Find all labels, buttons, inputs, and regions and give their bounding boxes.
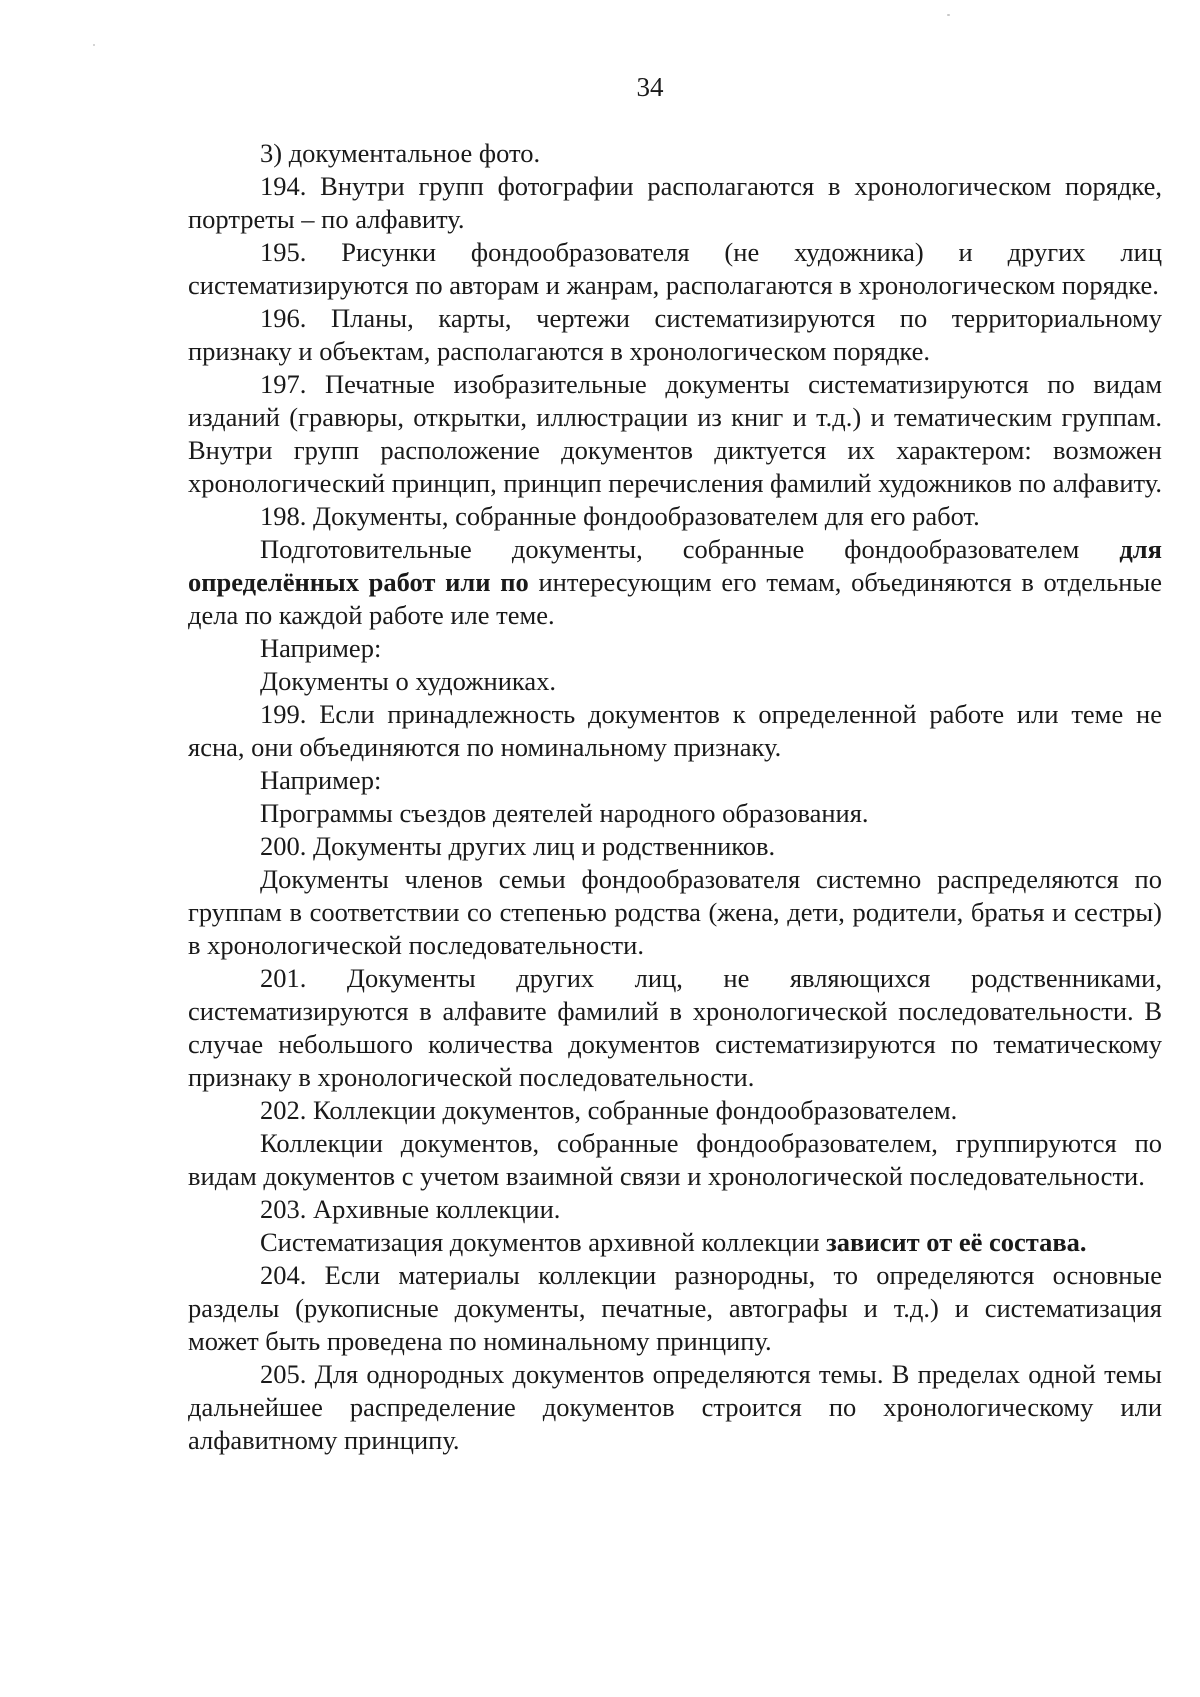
text-run: 196. Планы, карты, чертежи систематизируются по территориальному признаку и объектам, располагаются в хронологическом порядке.: [188, 303, 1162, 366]
paragraph: [188, 170, 1162, 236]
text-run: Подготовительные документы, собранные фондообразователем: [260, 534, 1120, 564]
paragraph: [188, 533, 1162, 632]
text-run: 197. Печатные изобразительные документы систематизируются по видам изданий (гравюры, открытки, иллюстрации из книг и т.д.) и тематическим группам. Внутри групп расположение документов диктуется их характером: возможен хронологический принцип, принцип перечисления фамилий художников по алфавиту.: [188, 369, 1162, 498]
page-number: 34: [636, 72, 664, 102]
paragraph: [188, 962, 1162, 1094]
text-run: 199. Если принадлежность документов к определенной работе или теме не ясна, они объединяются по номинальному признаку.: [188, 699, 1162, 762]
paragraph: [188, 1259, 1162, 1358]
text-run: Программы съездов деятелей народного образования.: [260, 798, 869, 828]
paragraph: [188, 368, 1162, 500]
paragraph: [188, 1193, 1162, 1226]
text-run: Коллекции документов, собранные фондообразователем, группируются по видам документов с учетом взаимной связи и хронологической последовательности.: [188, 1128, 1162, 1191]
text-run: 203. Архивные коллекции.: [260, 1194, 561, 1224]
text-run: Документы членов семьи фондообразователя системно распределяются по группам в соответствии со степенью родства (жена, дети, родители, братья и сестры) в хронологической последовательности.: [188, 864, 1162, 960]
scan-speck: [93, 44, 95, 46]
paragraph: [188, 764, 1162, 797]
text-run: 3) документальное фото.: [260, 138, 541, 168]
paragraph: [188, 665, 1162, 698]
scan-speck: [947, 14, 950, 16]
document-body: [188, 137, 1162, 1457]
paragraph: [188, 1127, 1162, 1193]
paragraph: [188, 698, 1162, 764]
text-run: 195. Рисунки фондообразователя (не художника) и других лиц систематизируются по авторам и жанрам, располагаются в хронологическом порядке.: [188, 237, 1162, 300]
paragraph: [188, 500, 1162, 533]
paragraph: [188, 1094, 1162, 1127]
paragraph: [188, 830, 1162, 863]
bold-text-run: зависит от её состава.: [826, 1227, 1087, 1257]
paragraph: [188, 863, 1162, 962]
paragraph: [188, 137, 1162, 170]
paragraph: [188, 797, 1162, 830]
text-run: 205. Для однородных документов определяются темы. В пределах одной темы дальнейшее распределение документов строится по хронологическому или алфавитному принципу.: [188, 1359, 1162, 1455]
text-run: 194. Внутри групп фотографии располагаются в хронологическом порядке, портреты – по алфавиту.: [188, 171, 1162, 234]
text-run: 200. Документы других лиц и родственников.: [260, 831, 776, 861]
paragraph: [188, 302, 1162, 368]
text-run: 202. Коллекции документов, собранные фондообразователем.: [260, 1095, 958, 1125]
paragraph: [188, 632, 1162, 665]
text-run: 204. Если материалы коллекции разнородны, то определяются основные разделы (рукописные документы, печатные, автографы и т.д.) и систематизация может быть проведена по номинальному принципу.: [188, 1260, 1162, 1356]
bold-text-run: для определённых работ или по: [188, 534, 1162, 597]
text-run: Документы о художниках.: [260, 666, 557, 696]
text-run: 198. Документы, собранные фондообразователем для его работ.: [260, 501, 980, 531]
paragraph: [188, 1358, 1162, 1457]
text-run: интересующим его темам, объединяются в отдельные дела по каждой работе иле теме.: [188, 567, 1162, 630]
paragraph: [188, 236, 1162, 302]
text-run: Например:: [260, 765, 382, 795]
paragraph: [188, 1226, 1162, 1259]
text-run: Например:: [260, 633, 382, 663]
text-run: 201. Документы других лиц, не являющихся родственниками, систематизируются в алфавите фамилий в хронологической последовательности. В случае небольшого количества документов систематизируются по тематическому признаку в хронологической последовательности.: [188, 963, 1162, 1092]
text-run: Систематизация документов архивной коллекции: [260, 1227, 827, 1257]
